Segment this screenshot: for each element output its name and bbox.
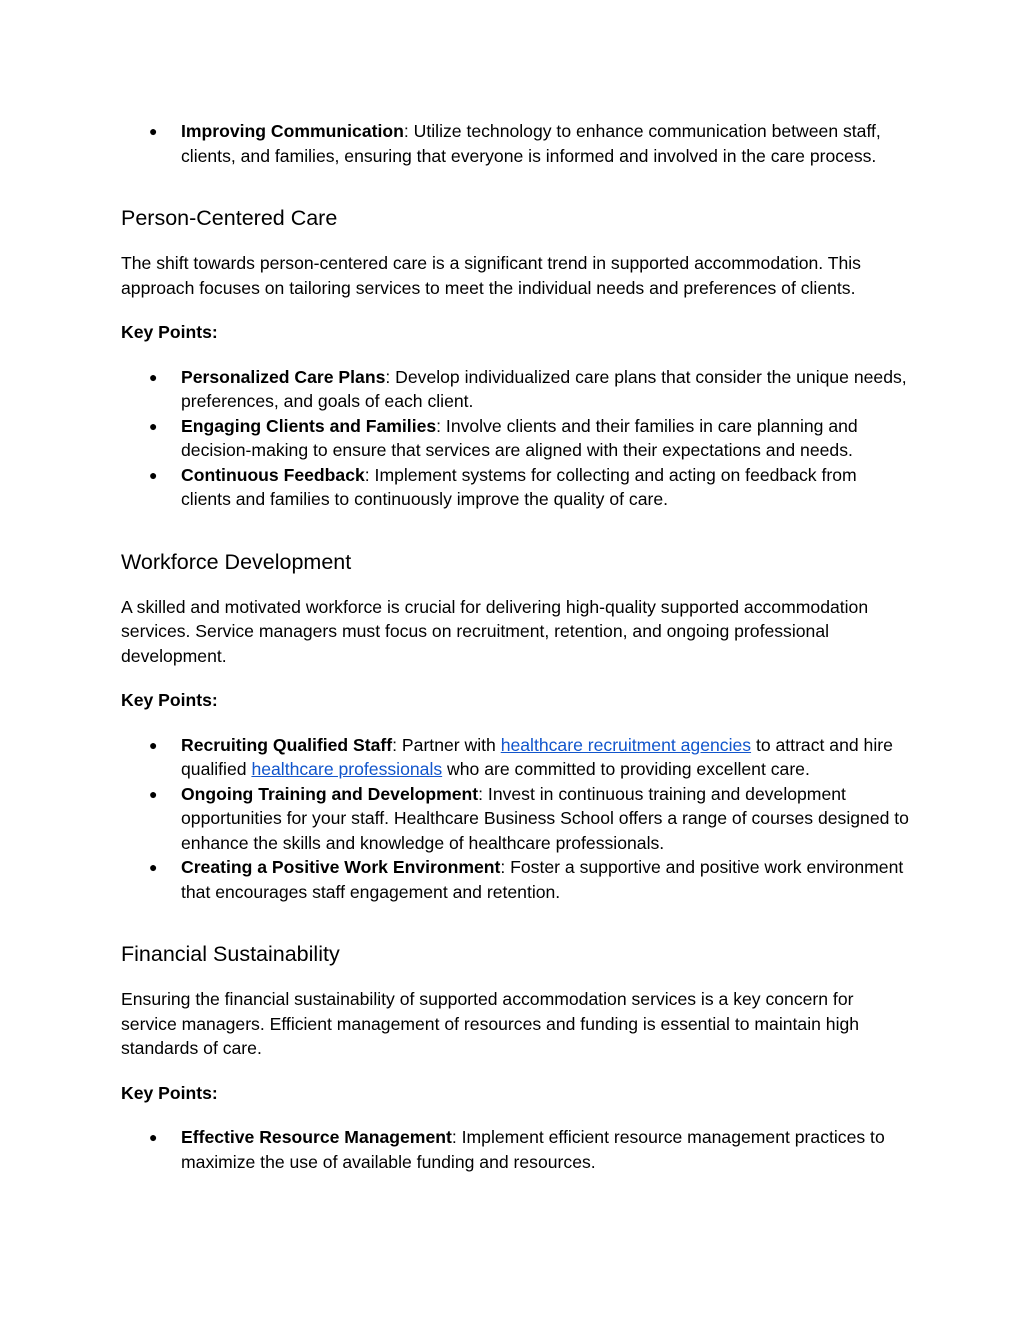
item-title: Continuous Feedback — [181, 464, 365, 485]
list-item — [121, 463, 911, 512]
intro-bullet-list — [121, 119, 911, 168]
item-title: Engaging Clients and Families — [181, 415, 437, 436]
section-heading: Workforce Development — [121, 549, 352, 574]
key-points-list — [121, 365, 911, 512]
bullet-icon: ● — [149, 736, 158, 753]
item-text: : Invest in continuous training and development opportunities for your staff. Healthcare Business School offers a range of courses designed to enhance the skills and knowledge of healthcare professionals. — [181, 783, 909, 853]
list-item — [121, 414, 911, 463]
item-title: Effective Resource Management — [181, 1127, 452, 1147]
item-text: to attract and hire qualified — [181, 734, 893, 779]
list-item — [121, 1125, 911, 1174]
item-text: : Implement efficient resource management practices to maximize the use of available funding and resources. — [181, 1127, 885, 1172]
item-text: : Partner with — [392, 734, 501, 755]
item-text: who are committed to providing excellent care. — [442, 759, 810, 779]
bullet-icon: ● — [149, 785, 158, 802]
section-heading: Person-Centered Care — [121, 206, 338, 230]
list-item — [121, 365, 911, 414]
item-text: : Develop individualized care plans that consider the unique needs, preferences, and goals of each client. — [181, 366, 907, 411]
list-item — [121, 855, 911, 904]
bullet-icon: ● — [149, 859, 158, 875]
item-text: : Involve clients and their families in care planning and decision-making to ensure that services are aligned with their expectations and needs. — [181, 415, 858, 460]
section-heading: Financial Sustainability — [121, 942, 340, 966]
key-points-label: Key Points: — [121, 690, 218, 710]
item-title: Improving Communication — [181, 121, 404, 141]
item-title: Creating a Positive Work Environment — [181, 857, 501, 877]
key-points-list — [121, 733, 911, 905]
section-paragraph: The shift towards person-centered care is a significant trend in supported accommodation. This approach focuses on tailoring services to meet the individual needs and preferences of clients. — [121, 253, 861, 298]
section-paragraph: A skilled and motivated workforce is crucial for delivering high-quality supported accommodation services. Service managers must focus on recruitment, retention, and ongoing professional development. — [121, 596, 869, 666]
bullet-icon: ● — [149, 368, 158, 385]
bullet-icon: ● — [149, 123, 158, 139]
key-points-label: Key Points: — [121, 1082, 218, 1103]
bullet-icon: ● — [149, 1129, 158, 1145]
item-title: Personalized Care Plans — [181, 366, 386, 387]
list-item — [121, 119, 911, 168]
key-points-list — [121, 1125, 911, 1174]
section-paragraph: Ensuring the financial sustainability of supported accommodation services is a key concern for service managers. Efficient management of resources and funding is essential to maintain high standards of care. — [121, 989, 860, 1058]
recruitment-agencies-link[interactable]: healthcare recruitment agencies — [500, 734, 752, 755]
item-text: : Foster a supportive and positive work environment that encourages staff engagement and retention. — [181, 857, 904, 902]
list-item — [121, 733, 911, 782]
item-title: Recruiting Qualified Staff — [181, 734, 393, 755]
bullet-icon: ● — [149, 417, 158, 434]
list-item — [121, 782, 911, 856]
bullet-icon: ● — [149, 466, 158, 483]
document-page — [121, 119, 911, 1174]
item-title: Ongoing Training and Development — [181, 783, 479, 804]
healthcare-professionals-link[interactable]: healthcare professionals — [251, 759, 443, 779]
item-text: : Implement systems for collecting and acting on feedback from clients and families to continuously improve the quality of care. — [181, 464, 857, 509]
key-points-label: Key Points: — [121, 322, 218, 342]
item-text: : Utilize technology to enhance communication between staff, clients, and families, ensuring that everyone is informed and involved in the care process. — [181, 121, 881, 166]
